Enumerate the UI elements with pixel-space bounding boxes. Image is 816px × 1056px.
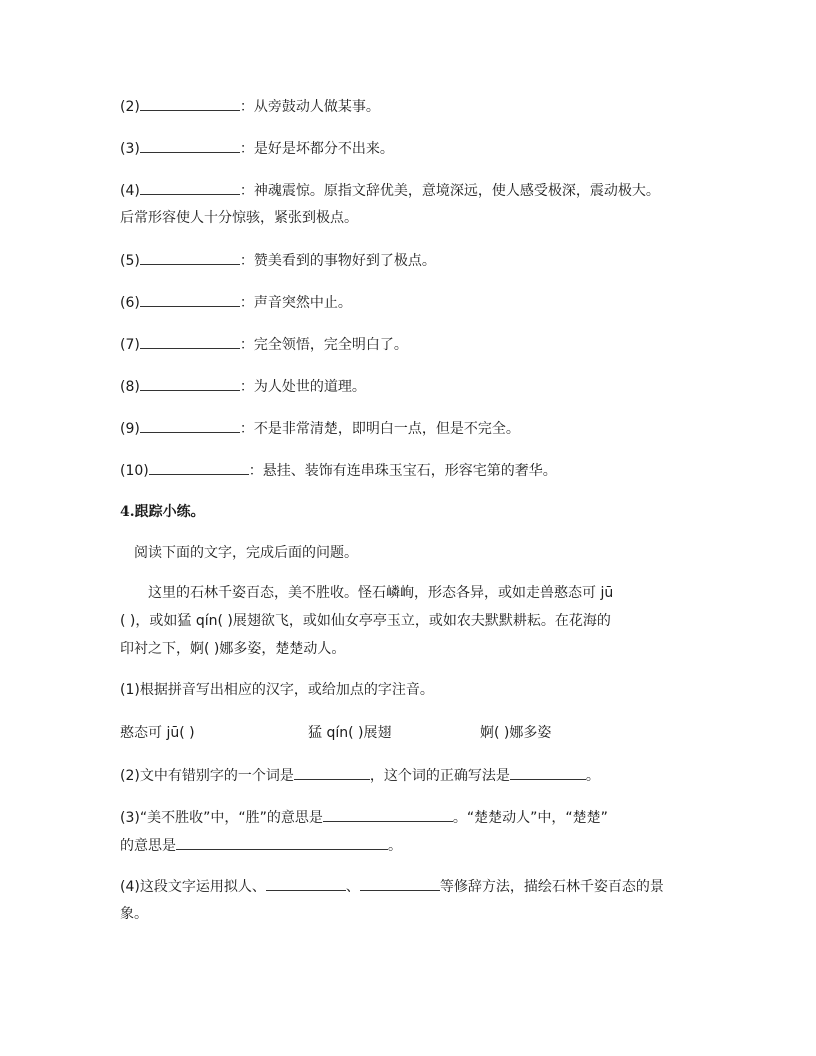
- item-number: (7): [120, 337, 140, 353]
- item-number: (9): [120, 421, 140, 437]
- definition-text: ：从旁鼓动人做某事。: [239, 99, 380, 115]
- definition-text: ：悬挂、装饰有连串珠玉宝石，形容宅第的奢华。: [248, 463, 557, 479]
- item-number: (10): [120, 463, 149, 479]
- answer-blank[interactable]: [323, 807, 453, 822]
- definition-text: ：声音突然中止。: [239, 295, 352, 311]
- answer-blank[interactable]: [140, 292, 240, 307]
- section-instruction: 阅读下面的文字，完成后面的问题。: [134, 545, 358, 561]
- question-4: [120, 876, 664, 897]
- answer-blank[interactable]: [176, 835, 388, 850]
- question-3: [120, 807, 608, 828]
- answer-blank[interactable]: [140, 180, 240, 195]
- question-1: (1)根据拼音写出相应的汉字，或给加点的字注音。: [120, 682, 434, 698]
- q4-text-c: 等修辞方法，描绘石林千姿百态的景: [439, 879, 664, 895]
- definition-text-continued: 后常形容使人十分惊骇，紧张到极点。: [120, 210, 358, 226]
- answer-blank[interactable]: [140, 334, 240, 349]
- definition-4: [120, 180, 660, 201]
- passage-line-1: 这里的石林千姿百态，美不胜收。怪石嶙峋，形态各异，或如走兽憨态可 jū: [148, 585, 614, 601]
- answer-blank[interactable]: [140, 138, 240, 153]
- q3-text-a: (3)“美不胜收”中，“胜”的意思是: [120, 810, 323, 826]
- definition-5: [120, 250, 436, 271]
- answer-blank[interactable]: [140, 96, 240, 111]
- definition-9: [120, 418, 520, 439]
- q4-text-b: 、: [345, 879, 360, 895]
- q3-text-b: 。“楚楚动人”中，“楚楚”: [452, 810, 608, 826]
- definition-4-continued: [120, 208, 358, 228]
- section-heading: 4.跟踪小练。: [120, 504, 205, 520]
- item-number: (5): [120, 253, 140, 269]
- q2-text-a: (2)文中有错别字的一个词是: [120, 768, 294, 784]
- definition-7: [120, 334, 408, 355]
- item-number: (2): [120, 99, 140, 115]
- q1-item-3: 婀( )娜多姿: [480, 725, 552, 741]
- definition-6: [120, 292, 352, 313]
- answer-blank[interactable]: [294, 765, 370, 780]
- definition-text: ：为人处世的道理。: [239, 379, 366, 395]
- definition-3: [120, 138, 394, 159]
- answer-blank[interactable]: [510, 765, 586, 780]
- definition-text: ：完全领悟，完全明白了。: [239, 337, 408, 353]
- q3-text-c: 的意思是: [120, 838, 176, 854]
- definition-text: ：是好是坏都分不出来。: [239, 141, 394, 157]
- question-4-continued: 象。: [120, 906, 148, 922]
- item-number: (4): [120, 183, 140, 199]
- item-number: (6): [120, 295, 140, 311]
- answer-blank[interactable]: [140, 250, 240, 265]
- definition-text: ：不是非常清楚，即明白一点，但是不完全。: [239, 421, 520, 437]
- definition-text: ：赞美看到的事物好到了极点。: [239, 253, 436, 269]
- answer-blank[interactable]: [140, 376, 240, 391]
- answer-blank[interactable]: [266, 876, 346, 891]
- question-2: [120, 765, 600, 786]
- answer-blank[interactable]: [360, 876, 440, 891]
- q1-item-2: 猛 qín( )展翅: [308, 725, 392, 741]
- item-number: (3): [120, 141, 140, 157]
- question-3-continued: [120, 835, 402, 856]
- definition-text: ：神魂震惊。原指文辞优美，意境深远，使人感受极深，震动极大。: [239, 183, 660, 199]
- answer-blank[interactable]: [140, 418, 240, 433]
- passage-line-3: 印衬之下，婀( )娜多姿，楚楚动人。: [120, 641, 346, 657]
- definition-2: [120, 96, 380, 117]
- definition-10: [120, 460, 557, 481]
- q4-text-a: (4)这段文字运用拟人、: [120, 879, 266, 895]
- q2-text-b: ，这个词的正确写法是: [369, 768, 510, 784]
- definition-8: [120, 376, 366, 397]
- answer-blank[interactable]: [149, 460, 249, 475]
- q1-item-1: 憨态可 jū( ): [120, 725, 195, 741]
- passage-line-2: ( )，或如猛 qín( )展翅欲飞，或如仙女亭亭玉立，或如农夫默默耕耘。在花海的: [120, 613, 611, 629]
- item-number: (8): [120, 379, 140, 395]
- q3-text-d: 。: [388, 838, 402, 854]
- q2-text-c: 。: [585, 768, 600, 784]
